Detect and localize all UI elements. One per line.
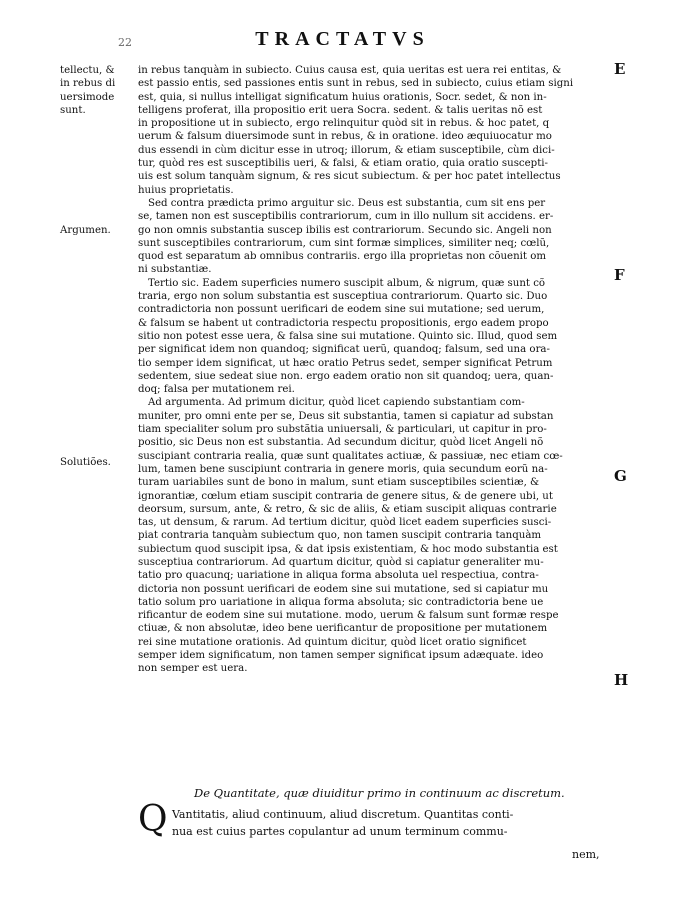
text-line: suscipiant contraria realia, quæ sunt qualitates actiuæ, & passiuæ, nec etiam cœ- xyxy=(138,450,563,462)
catchword: nem, xyxy=(572,848,600,861)
text-line: ignorantiæ, cœlum etiam suscipit contraria de genere situs, & de genere ubi, ut xyxy=(138,490,553,502)
text-line: muniter, pro omni ente per se, Deus sit substantia, tamen si capiatur ad substan xyxy=(138,410,554,422)
text-line: subiectum quod suscipit ipsa, & dat ipsis existentiam, & hoc modo substantia est xyxy=(138,543,558,555)
text-line: Tertio sic. Eadem superficies numero suscipit album, & nigrum, quæ sunt cõ xyxy=(148,277,546,289)
text-line: tatio pro quacunq; uariatione in aliqua forma absoluta uel respectiua, contra- xyxy=(138,570,539,582)
text-line: dus essendi in cùm dicitur esse in utroq; illorum, & etiam susceptibile, cùm dici- xyxy=(138,144,555,156)
margin-note-line: in rebus di xyxy=(60,78,116,90)
text-line: Vantitatis, aliud continuum, aliud discretum. Quantitas conti- xyxy=(172,808,514,821)
text-line: deorsum, sursum, ante, & retro, & sic de aliis, & etiam suscipit aliquas contrarie xyxy=(138,503,557,515)
text-line: uerum & falsum diuersimode sunt in rebus, & in oratione. ideo æquiuocatur mo xyxy=(138,131,552,143)
text-line: doq; falsa per mutationem rei. xyxy=(138,384,295,396)
text-line: telligens proferat, illa propositio erit uera Socra. sedent. & talis ueritas nõ est xyxy=(138,104,543,116)
text-line: ctiuæ, & non absolutæ, ideo bene uerificantur de propositione per mutationem xyxy=(138,623,548,635)
margin-note-argumen: Argumen. xyxy=(60,225,111,236)
section-title: De Quantitate, quæ diuiditur primo in continuum ac discretum. xyxy=(194,786,565,800)
text-line: susceptiua contrariorum. Ad quartum dicitur, quòd si capiatur generaliter mu- xyxy=(138,556,544,568)
text-line: dictoria non possunt uerificari de eodem sine sui mutatione, sed si capiatur mu xyxy=(138,583,549,595)
text-line: tas, ut densum, & rarum. Ad tertium dicitur, quòd licet eadem superficies susci- xyxy=(138,517,552,529)
text-line: non semper est uera. xyxy=(138,663,248,675)
text-line: go non omnis substantia suscep ibilis est contrariorum. Secundo sic. Angeli non xyxy=(138,224,552,236)
text-line: quod est separatum ab omnibus contrariis. ergo illa proprietas non cõuenit om xyxy=(138,251,547,263)
text-line: in propositione ut in subiecto, ergo relinquitur quòd sit in rebus. & hoc patet, q xyxy=(138,118,550,130)
text-line: Sed contra prædicta primo arguitur sic. Deus est substantia, cum sit ens per xyxy=(148,197,546,209)
margin-note-line: tellectu, & xyxy=(60,65,115,76)
margin-note-line: sunt. xyxy=(60,104,86,116)
text-line: turam uariabiles sunt de bono in malum, sunt etiam susceptibiles scientiæ, & xyxy=(138,477,540,489)
text-line: nua est cuius partes copulantur ad unum terminum commu- xyxy=(172,825,508,838)
main-text-block xyxy=(138,64,613,676)
text-line: traria, ergo non solum substantia est susceptiua contrariorum. Quarto sic. Duo xyxy=(138,291,548,303)
margin-note-solutiones: Solutiões. xyxy=(60,457,111,468)
text-line: se, tamen non est susceptibilis contrariorum, cum in illo nullum sit accidens. er- xyxy=(138,211,554,223)
running-head: TRACTATVS xyxy=(255,28,430,50)
text-line: est, quia, si nullus intelligat significatum huius orationis, Socr. sedet, & non in- xyxy=(138,91,547,103)
margin-letter-h: H xyxy=(614,671,629,689)
page-number: 22 xyxy=(118,36,132,49)
text-line: tio semper idem significat, ut hæc oratio Petrus sedet, semper significat Petrum xyxy=(138,357,553,369)
text-line: & falsum se habent ut contradictoria respectu propositionis, ergo eadem propo xyxy=(138,317,549,329)
text-line: per significat idem non quandoq; significat uerũ, quandoq; falsum, sed una ora- xyxy=(138,344,550,356)
text-line: positio, sic Deus non est substantia. Ad secundum dicitur, quòd licet Angeli nõ xyxy=(138,437,544,449)
text-line: lum, tamen bene suscipiunt contraria in genere moris, quia secundum eorũ na- xyxy=(138,463,548,475)
text-line: ni substantiæ. xyxy=(138,264,212,276)
section-body xyxy=(172,806,612,840)
margin-note-line: uersimode xyxy=(60,91,115,103)
text-line: sunt susceptibiles contrariorum, cum sint formæ simplices, similiter neq; cœlũ, xyxy=(138,237,550,249)
text-line: in rebus tanquàm in subiecto. Cuius causa est, quia ueritas est uera rei entitas, & xyxy=(138,65,562,76)
text-line: semper idem significatum, non tamen semper significat ipsum adæquate. ideo xyxy=(138,650,544,662)
text-line: rei sine mutatione orationis. Ad quintum dicitur, quòd licet oratio significet xyxy=(138,636,527,648)
margin-note-1 xyxy=(60,64,115,117)
text-line: tur, quòd res est susceptibilis ueri, & falsi, & etiam oratio, quia oratio suscepti- xyxy=(138,158,548,170)
text-line: rificantur de eodem sine sui mutatione. modo, uerum & falsum sunt formæ respe xyxy=(138,610,559,622)
margin-letter-g: G xyxy=(614,467,627,485)
text-line: uis est solum tanquàm signum, & res sicut subiectum. & per hoc patet intellectus xyxy=(138,171,561,183)
text-line: sedentem, siue sedeat siue non. ergo eadem oratio non sit quandoq; uera, quan- xyxy=(138,370,554,382)
text-line: contradictoria non possunt uerificari de eodem sine sui mutatione; sed uerum, xyxy=(138,304,545,316)
text-line: piat contraria tanquàm subiectum quo, non tamen suscipit contraria tanquàm xyxy=(138,530,542,542)
text-line: tatio solum pro uariatione in aliqua forma absoluta; sic contradictoria bene ue xyxy=(138,596,544,608)
text-line: sitio non potest esse uera, & falsa sine sui mutatione. Quinto sic. Illud, quod sem xyxy=(138,330,558,342)
drop-capital: Q xyxy=(138,799,168,840)
text-line: est passio entis, sed passiones entis sunt in rebus, sed in subiecto, cuius etiam signi xyxy=(138,78,574,90)
text-line: tiam specialiter solum pro substãtia uniuersali, & particulari, ut capitur in pro- xyxy=(138,424,547,436)
text-line: huius proprietatis. xyxy=(138,184,234,196)
margin-letter-e: E xyxy=(614,60,626,78)
text-line: Ad argumenta. Ad primum dicitur, quòd licet capiendo substantiam com- xyxy=(148,397,525,409)
margin-letter-f: F xyxy=(614,266,625,284)
